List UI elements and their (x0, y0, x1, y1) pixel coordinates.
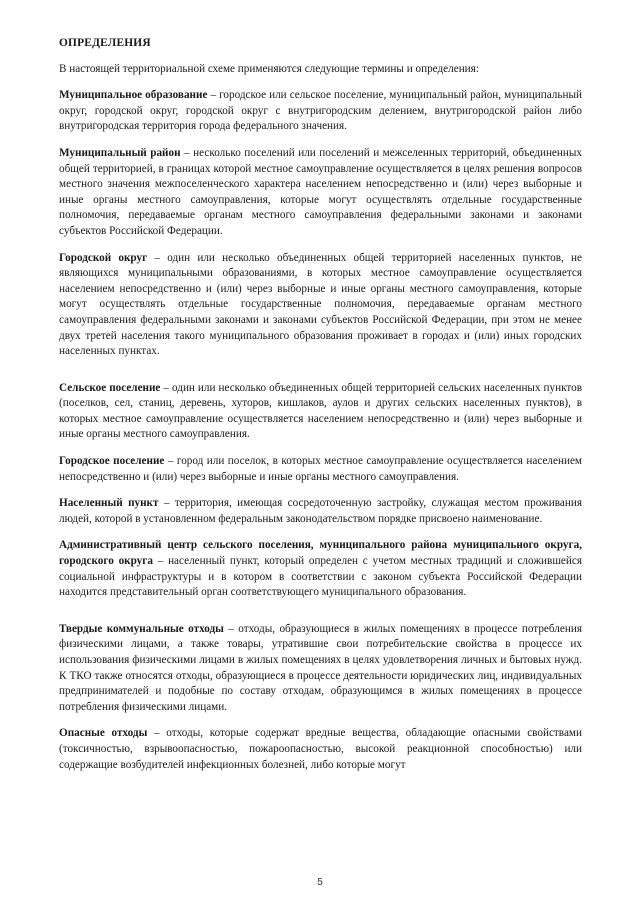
definition-term: Городское поселение (59, 455, 165, 468)
page-number: 5 (317, 877, 323, 888)
definition-term: Муниципальный район (59, 146, 181, 159)
definition-text: – населенный пункт, который определен с учетом местных традиций и сложившейся социальной инфраструктуры и в котором в соответствии с законом субъекта Российской Федерации находится представительный орган соответствующего муниципального образования. (59, 555, 582, 599)
section-heading: ОПРЕДЕЛЕНИЯ (59, 37, 151, 49)
definition-text: – один или несколько объединенных общей территорией сельских населенных пунктов (поселков, сел, станиц, деревень, хуторов, кишлаков, аулов и других сельских населенных пунктов), в которых местное самоуправление осуществляется населением непосредственно и (или) через выборные и иные органы местного самоуправления. (59, 381, 583, 441)
definition-text: – территория, имеющая сосредоточенную застройку, служащая местом проживания людей, которой в установленном федеральным законодательством порядке присвоено наименование. (59, 497, 582, 525)
definition-text: – отходы, образующиеся в жилых помещениях в процессе потребления физическими лицами, а также товары, утратившие свои потребительские свойства в процессе их использования физическими лицами в жилых помещениях в целях удовлетворения личных и бытовых нужд. К ТКО также относятся отходы, образующиеся в процессе деятельности юридических лиц, индивидуальных предпринимателей и подобные по составу отходам, образующимся в жилых помещениях в процессе потребления физическими лицами. (59, 622, 582, 713)
document-page (59, 36, 582, 784)
definition-term: Городской округ (59, 251, 148, 264)
definition-municipal-district (59, 146, 582, 240)
definition-term: Административный центр сельского поселения, муниципального района муниципального округа, городского округа (59, 539, 582, 568)
definition-term: Населенный пункт (59, 497, 159, 510)
definition-municipal-formation (59, 88, 582, 135)
definition-administrative-center (59, 538, 582, 600)
definition-text: – городское или сельское поселение, муниципальный район, муниципальный округ, городской округ, городской округ с внутригородским делением, внутригородской район либо внутригородская территория города федерального значения. (59, 89, 582, 133)
definition-text: – город или поселок, в которых местное самоуправление осуществляется населением непосредственно и (или) через выборные и иные органы местного самоуправления. (59, 455, 582, 483)
definition-urban-district (59, 251, 582, 360)
definition-rural-settlement (59, 381, 582, 443)
definition-text: – отходы, которые содержат вредные вещества, обладающие опасными свойствами (токсичностью, взрывоопасностью, пожароопасностью, высокой реакционной способностью) или содержащие возбудителей инфекционных болезней, либо которые могут (59, 727, 582, 771)
definition-term: Сельское поселение (59, 381, 161, 394)
definition-term: Муниципальное образование (59, 89, 208, 102)
definition-term: Твердые коммунальные отходы (59, 622, 224, 635)
definition-text: – один или несколько объединенных общей территорией населенных пунктов, не являющихся муниципальными образованиями, в которых местное самоуправление осуществляется населением непосредственно и (или) через выборные и иные органы местного самоуправления, которые могут осуществлять отдельные государственные полномочия, передаваемые органам местного самоуправления федеральными законами и законами субъектов Российской Федерации, при этом не менее двух третей населения такого муниципального образования проживает в городах и (или) иных городских населенных пунктах. (59, 251, 582, 358)
intro-paragraph: В настоящей территориальной схеме применяются следующие термины и определения: (59, 62, 479, 75)
definition-populated-place (59, 496, 582, 527)
definition-term: Опасные отходы (59, 727, 148, 740)
definition-text: – несколько поселений или поселений и межселенных территорий, объединенных общей территорией, в границах которой местное самоуправление осуществляется в целях решения вопросов местного значения межпоселенческого характера населением непосредственно и (или) через выборные и иные органы местного самоуправления, которые могут осуществлять отдельные государственные полномочия, передаваемые органам местного самоуправления федеральными законами и законами субъектов Российской Федерации. (59, 146, 582, 237)
definition-urban-settlement (59, 454, 582, 485)
definition-hazardous-waste (59, 726, 582, 773)
definition-solid-municipal-waste (59, 622, 582, 716)
